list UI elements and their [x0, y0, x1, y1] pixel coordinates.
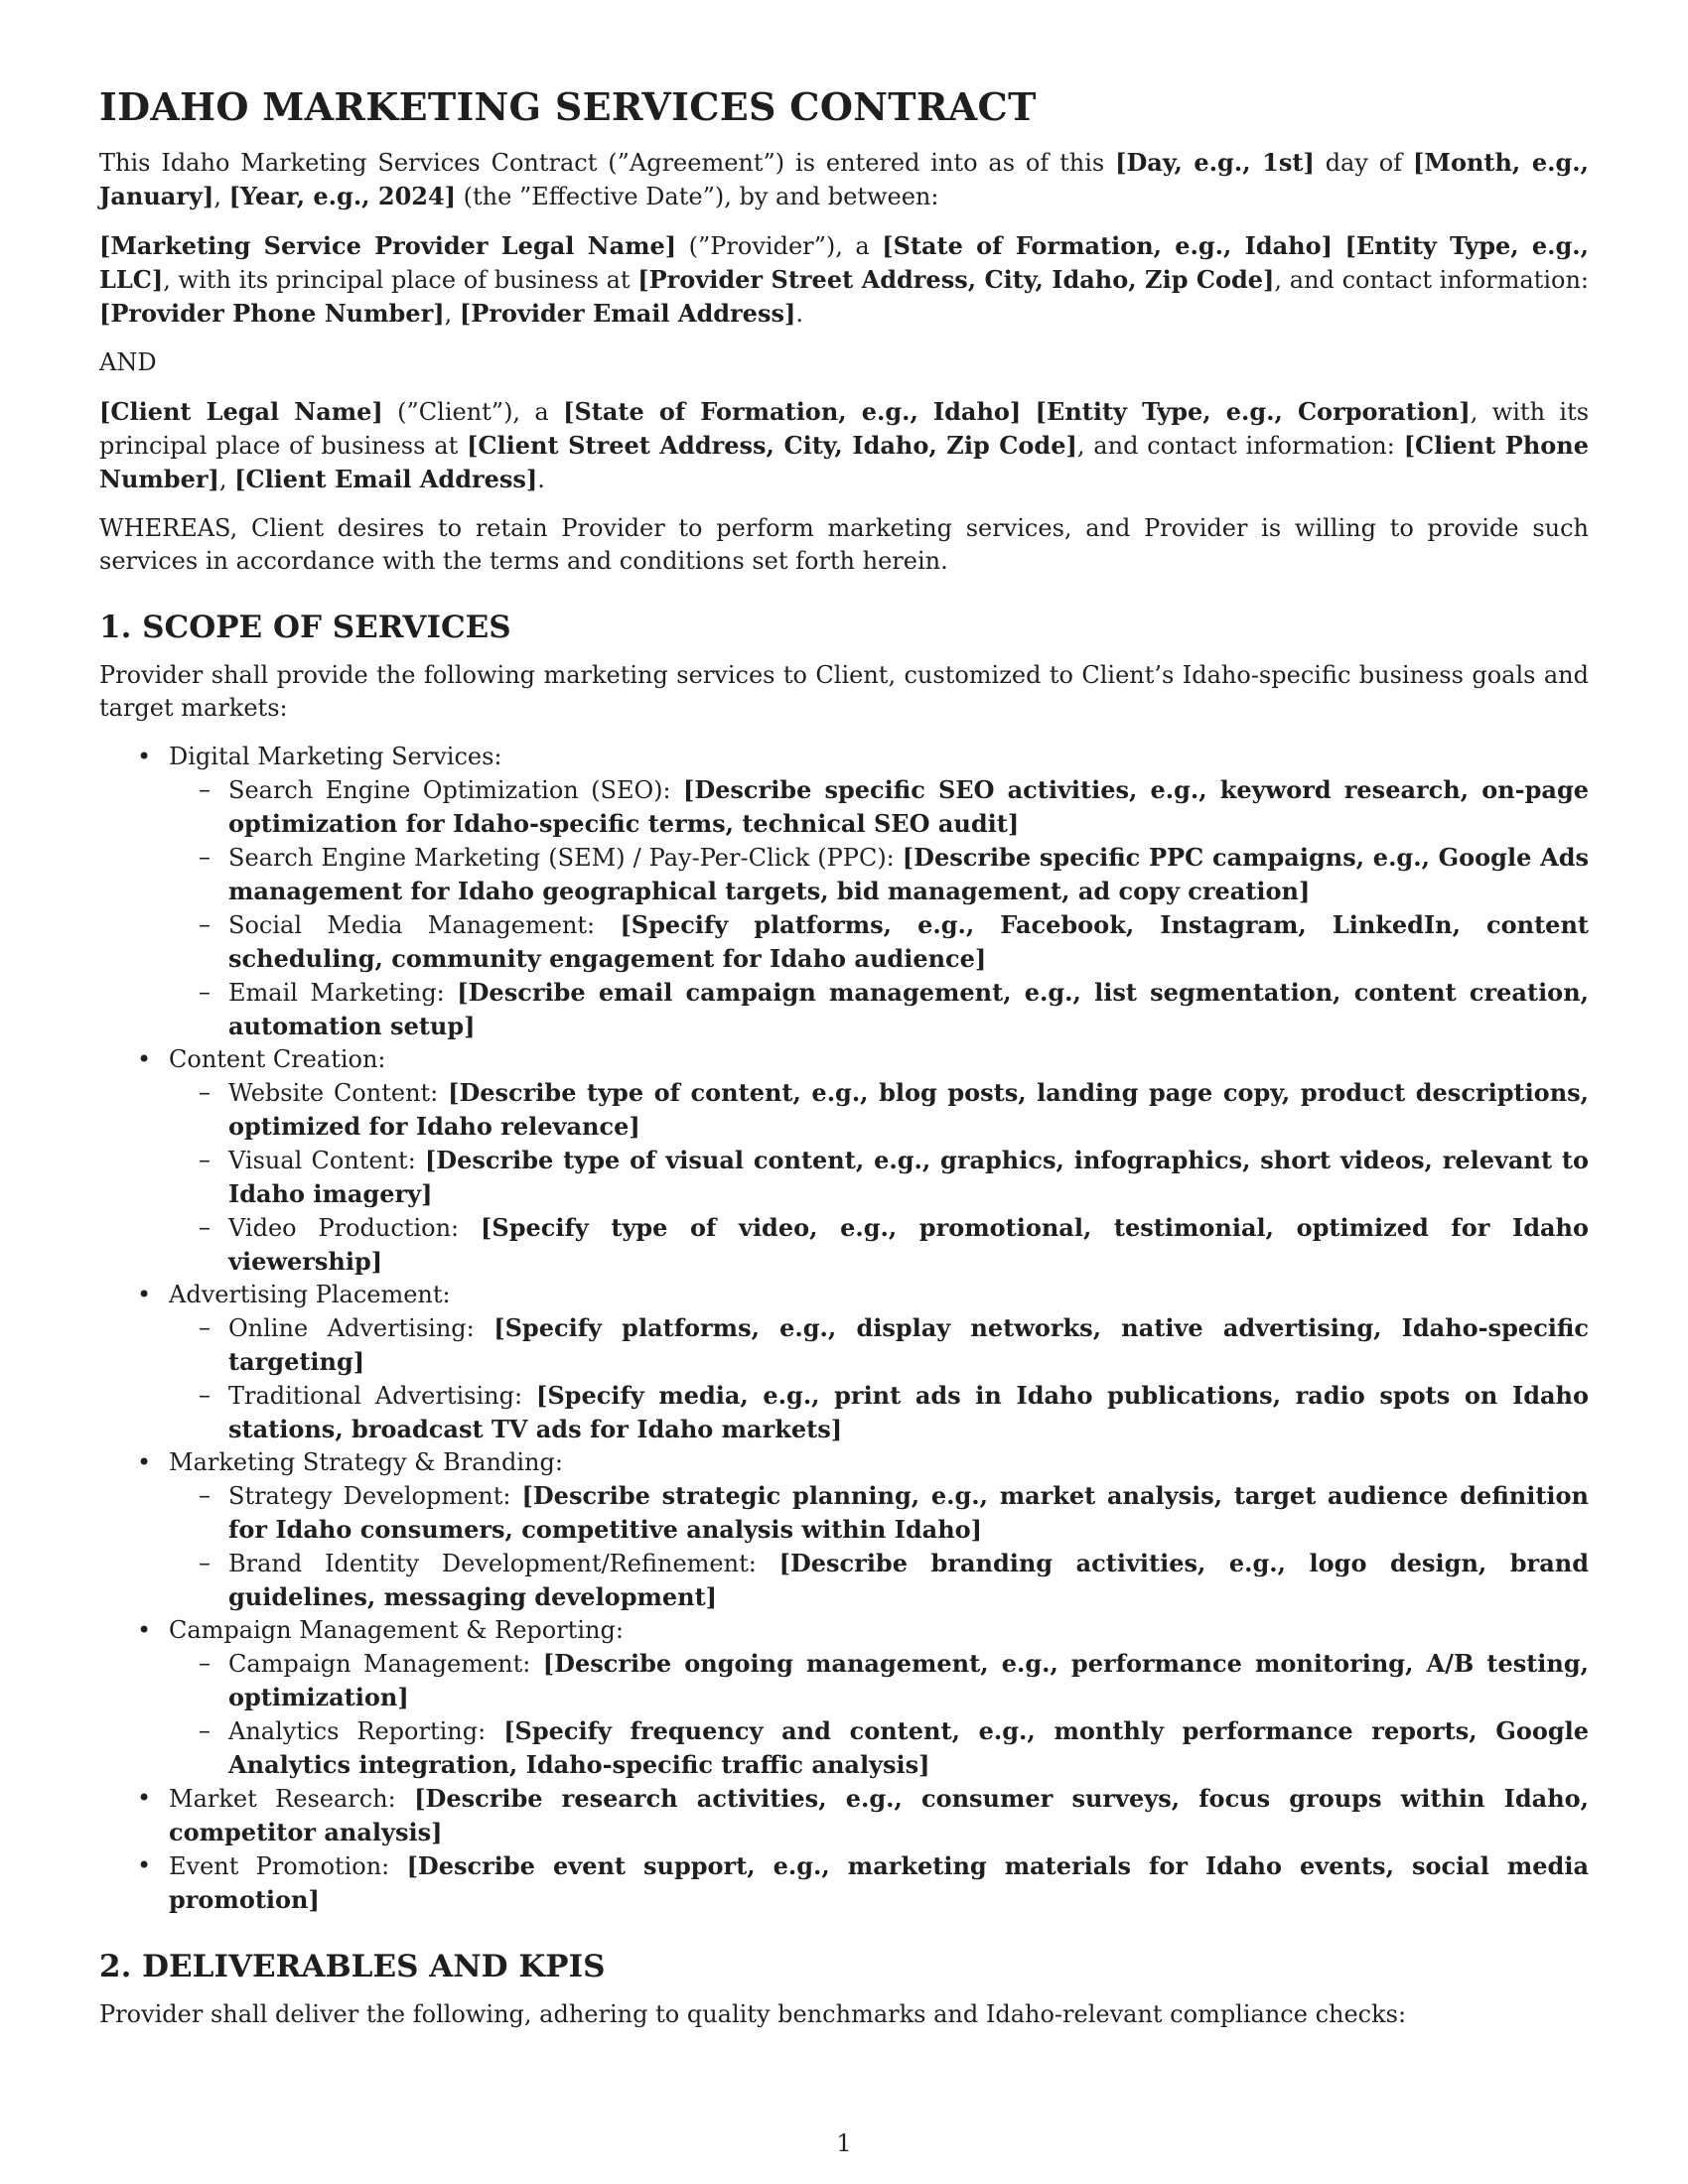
- list-item: – Search Engine Marketing (SEM) / Pay-Per-Click (PPC): [Describe specific PPC campaigns, e.g., Google Ads management for Idaho geographical targets, bid management, ad copy creation]: [99, 841, 1589, 908]
- sub-list: [169, 773, 1589, 1043]
- list-item: – Website Content: [Describe type of content, e.g., blog posts, landing page copy, product descriptions, optimized for Idaho relevance]: [99, 1076, 1589, 1144]
- provider-name-placeholder: [Marketing Service Provider Legal Name]: [99, 231, 677, 260]
- list-item: [99, 1043, 1589, 1279]
- section-1-intro: Provider shall provide the following marketing services to Client, customized to Client’s Idaho-specific business goals and target markets:: [99, 661, 1589, 722]
- list-item: – Online Advertising: [Specify platforms, e.g., display networks, native advertising, Idaho-specific targeting]: [99, 1311, 1589, 1379]
- month-placeholder: [Month, e.g., January]: [99, 148, 1590, 210]
- sub-list: [169, 1647, 1589, 1782]
- provider-email-placeholder: [Provider Email Address]: [459, 299, 796, 328]
- strategy-label: Marketing Strategy & Branding:: [169, 1448, 563, 1476]
- day-placeholder: [Day, e.g., 1st]: [1115, 148, 1315, 177]
- provider-phone-placeholder: [Provider Phone Number]: [99, 299, 445, 328]
- section-1-heading: 1. SCOPE OF SERVICES: [99, 610, 511, 645]
- sub-list: [169, 1076, 1589, 1279]
- list-item: – Visual Content: [Describe type of visual content, e.g., graphics, infographics, short videos, relevant to Idaho imagery]: [99, 1144, 1589, 1211]
- client-phone-placeholder: [Client Phone Number]: [99, 431, 1589, 493]
- advertising-label: Advertising Placement:: [169, 1281, 451, 1308]
- client-paragraph: [Client Legal Name] (”Client”), a [State of Formation, e.g., Idaho] [Entity Type, e.g., Corporation], with its principal place of business at [Client Street Address, City, Idaho, Zip Code], and contact information: [Client Phone Number], [Client Email Address].: [99, 397, 1590, 493]
- client-email-placeholder: [Client Email Address]: [234, 465, 538, 493]
- list-item: – Analytics Reporting: [Specify frequency and content, e.g., monthly performance reports, Google Analytics integration, Idaho-specific traffic analysis]: [99, 1714, 1589, 1782]
- section-2-intro: Provider shall deliver the following, adhering to quality benchmarks and Idaho-relevant compliance checks:: [99, 2000, 1407, 2028]
- list-item: [99, 741, 1589, 1043]
- list-item: – Strategy Development: [Describe strategic planning, e.g., market analysis, target audience definition for Idaho consumers, competitive analysis within Idaho]: [99, 1479, 1589, 1547]
- section-2-heading: 2. DELIVERABLES AND KPIS: [99, 1949, 606, 1984]
- year-placeholder: [Year, e.g., 2024]: [228, 182, 457, 210]
- whereas-paragraph: WHEREAS, Client desires to retain Provider to perform marketing services, and Provider is willing to provide such services in accordance with the terms and conditions set forth herein.: [99, 514, 1589, 575]
- list-item: – Traditional Advertising: [Specify media, e.g., print ads in Idaho publications, radio spots on Idaho stations, broadcast TV ads for Idaho markets]: [99, 1379, 1589, 1446]
- list-item: – Search Engine Optimization (SEO): [Describe specific SEO activities, e.g., keyword research, on-page optimization for Idaho-specific terms, technical SEO audit]: [99, 773, 1589, 841]
- page-number: 1: [836, 2129, 852, 2157]
- list-item: – Social Media Management: [Specify platforms, e.g., Facebook, Instagram, LinkedIn, content scheduling, community engagement for Idaho audience]: [99, 908, 1589, 976]
- intro-paragraph: This Idaho Marketing Services Contract (”Agreement”) is entered into as of this [Day, e.g., 1st] day of [Month, e.g., January], [Year, e.g., 2024] (the ”Effective Date”), by and between:: [99, 148, 1590, 210]
- client-state-placeholder: [State of Formation, e.g., Idaho]: [563, 397, 1022, 426]
- provider-paragraph: [Marketing Service Provider Legal Name] (”Provider”), a [State of Formation, e.g., Idaho] [Entity Type, e.g., LLC], with its principal place of business at [Provider Street Address, City, Idaho, Zip Code], and contact information: [Provider Phone Number], [Provider Email Address].: [99, 231, 1590, 328]
- list-item: [99, 1614, 1589, 1782]
- sub-list: [169, 1311, 1589, 1446]
- content-creation-label: Content Creation:: [169, 1045, 386, 1073]
- list-item: [99, 1279, 1589, 1446]
- and-label: AND: [99, 348, 157, 376]
- sub-list: [169, 1479, 1589, 1614]
- client-entity-placeholder: [Entity Type, e.g., Corporation]: [1035, 397, 1471, 426]
- document-page: [99, 84, 1589, 2047]
- provider-entity-placeholder: [Entity Type, e.g., LLC]: [99, 231, 1590, 294]
- list-item: – Brand Identity Development/Refinement: [Describe branding activities, e.g., logo design, brand guidelines, messaging development]: [99, 1547, 1589, 1614]
- services-list: [99, 741, 1589, 1917]
- digital-marketing-label: Digital Marketing Services:: [169, 743, 502, 770]
- list-item: • Market Research: [Describe research activities, e.g., consumer surveys, focus groups within Idaho, competitor analysis]: [99, 1782, 1589, 1849]
- provider-state-placeholder: [State of Formation, e.g., Idaho]: [882, 231, 1333, 260]
- provider-address-placeholder: [Provider Street Address, City, Idaho, Zip Code]: [637, 265, 1275, 294]
- list-item: – Campaign Management: [Describe ongoing management, e.g., performance monitoring, A/B testing, optimization]: [99, 1647, 1589, 1714]
- document-title: IDAHO MARKETING SERVICES CONTRACT: [99, 84, 1037, 129]
- list-item: – Email Marketing: [Describe email campaign management, e.g., list segmentation, content creation, automation setup]: [99, 976, 1589, 1043]
- client-name-placeholder: [Client Legal Name]: [99, 397, 383, 426]
- campaign-label: Campaign Management & Reporting:: [169, 1616, 624, 1644]
- list-item: [99, 1446, 1589, 1614]
- list-item: • Event Promotion: [Describe event support, e.g., marketing materials for Idaho events, social media promotion]: [99, 1849, 1589, 1917]
- list-item: – Video Production: [Specify type of video, e.g., promotional, testimonial, optimized for Idaho viewership]: [99, 1211, 1589, 1279]
- client-address-placeholder: [Client Street Address, City, Idaho, Zip Code]: [467, 431, 1077, 460]
